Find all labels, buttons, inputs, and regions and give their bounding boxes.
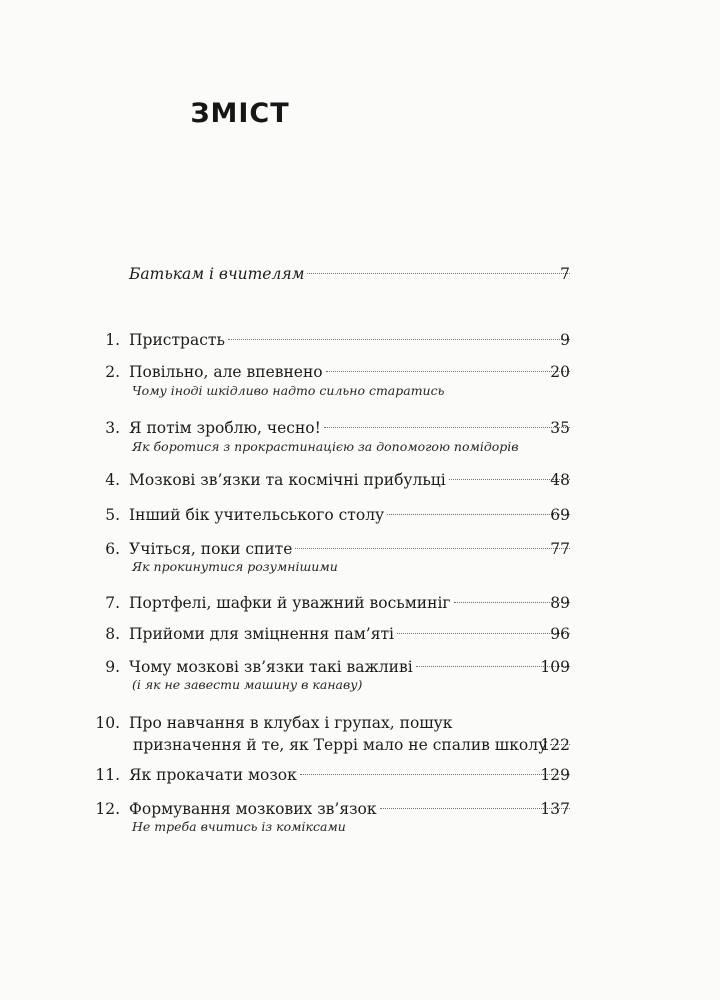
entry-title: Батькам і вчителям (129, 265, 305, 283)
chapter-page-number: 35 (550, 419, 570, 437)
chapter-title: Повільно, але впевнено (129, 363, 323, 381)
chapter-title: Пристрасть (129, 331, 225, 349)
chapter-page-number: 77 (550, 540, 570, 558)
chapter-number: 6. (105, 540, 120, 558)
chapter-title: Як прокачати мозок (129, 766, 297, 784)
dot-leader (307, 273, 570, 274)
chapter-number: 3. (105, 419, 120, 437)
toc-heading: ЗМІСТ (190, 98, 290, 129)
chapter-page-number: 69 (550, 506, 570, 524)
chapter-page-number: 48 (550, 471, 570, 489)
chapter-page-number: 129 (540, 766, 570, 784)
dot-leader (228, 339, 570, 340)
chapter-number: 2. (105, 363, 120, 381)
dot-leader (300, 774, 570, 775)
chapter-subtitle: (і як не завести машину в канаву) (132, 677, 363, 692)
chapter-subtitle: Як боротися з прокрастинацією за допомогою помідорів (132, 439, 519, 454)
chapter-subtitle: Не треба вчитись із коміксами (132, 819, 346, 834)
chapter-page-number: 89 (550, 594, 570, 612)
chapter-title: Учіться, поки спите (129, 540, 293, 558)
chapter-title: Про навчання в клубах і групах, пошук (129, 714, 453, 732)
chapter-number: 1. (105, 331, 120, 349)
chapter-title: Мозкові зв’язки та космічні прибульці (129, 471, 446, 489)
chapter-title: Формування мозкових зв’язок (129, 800, 377, 818)
chapter-subtitle: Чому іноді шкідливо надто сильно старатись (132, 383, 445, 398)
entry-page-number: 7 (560, 265, 570, 283)
chapter-page-number: 137 (540, 800, 570, 818)
chapter-title: Портфелі, шафки й уважний восьминіг (129, 594, 451, 612)
chapter-number: 10. (95, 714, 120, 732)
chapter-page-number: 96 (550, 625, 570, 643)
chapter-number: 12. (95, 800, 120, 818)
chapter-number: 9. (105, 658, 120, 676)
dot-leader (387, 514, 570, 515)
chapter-page-number: 122 (540, 736, 570, 754)
chapter-title: Я потім зроблю, чесно! (129, 419, 321, 437)
chapter-number: 11. (95, 766, 120, 784)
chapter-title: Прийоми для зміцнення пам’яті (129, 625, 395, 643)
chapter-title: Чому мозкові зв’язки такі важливі (129, 658, 413, 676)
chapter-number: 5. (105, 506, 120, 524)
chapter-number: 4. (105, 471, 120, 489)
chapter-page-number: 20 (550, 363, 570, 381)
dot-leader (326, 371, 570, 372)
chapter-title: Інший бік учительського столу (129, 506, 385, 524)
chapter-page-number: 109 (540, 658, 570, 676)
chapter-subtitle: Як прокинутися розумнішими (132, 559, 338, 574)
chapter-page-number: 9 (560, 331, 570, 349)
dot-leader (324, 427, 570, 428)
chapter-number: 8. (105, 625, 120, 643)
dot-leader (397, 633, 570, 634)
chapter-number: 7. (105, 594, 120, 612)
chapter-title-continuation: призначення й те, як Террі мало не спалив школу (133, 736, 548, 754)
dot-leader (295, 548, 570, 549)
